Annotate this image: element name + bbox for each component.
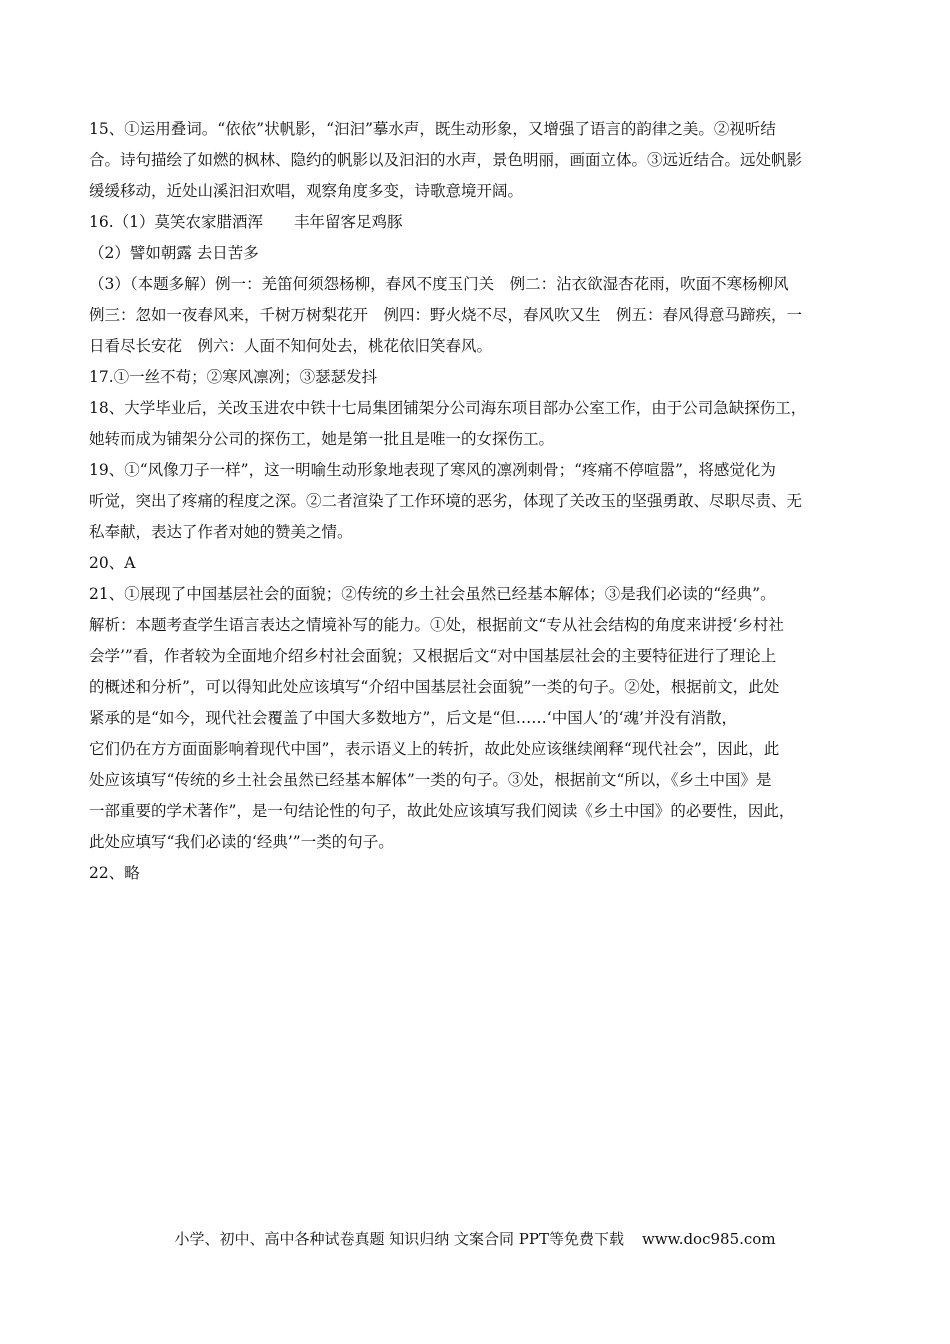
answer-line: 15、①运用叠词。“依依”状帆影，“汩汩”摹水声，既生动形象，又增强了语言的韵律之美。②视听结 [89, 120, 776, 138]
answer-line: 合。诗句描绘了如燃的枫林、隐约的帆影以及汩汩的水声，景色明丽，画面立体。③远近结合。远处帆影 [89, 151, 803, 169]
answer-line: 例三：忽如一夜春风来，千树万树梨花开 例四：野火烧不尽，春风吹又生 例五：春风得意马蹄疾，一 [89, 306, 803, 324]
footer-site-link[interactable]: www.doc985.com [641, 1230, 776, 1248]
answer-line: 日看尽长安花 例六：人面不知何处去，桃花依旧笑春风。 [89, 337, 493, 355]
answer-line: 19、①“风像刀子一样”，这一明喻生动形象地表现了寒风的凛冽刺骨；“疼痛不停喧嚣”，将感觉化为 [89, 461, 776, 479]
answer-line: 解析：本题考查学生语言表达之情境补写的能力。①处，根据前文“专从社会结构的角度来讲授‘乡村社 [89, 616, 784, 634]
answer-line: 20、A [89, 554, 136, 572]
answer-line: （3）（本题多解）例一：羌笛何须怨杨柳，春风不度玉门关 例二：沾衣欲湿杏花雨，吹面不寒杨柳风 [89, 275, 789, 293]
answer-line: 一部重要的学术著作”，是一句结论性的句子，故此处应该填写我们阅读《乡土中国》的必要性，因此， [89, 802, 795, 820]
answer-line: 17.①一丝不苟；②寒风凛冽；③瑟瑟发抖 [89, 368, 378, 386]
answer-line: 此处应填写“我们必读的‘经典’”一类的句子。 [89, 833, 394, 851]
answer-line: 18、大学毕业后，关改玉进农中铁十七局集团铺架分公司海东项目部办公室工作，由于公司急缺探伤工， [89, 399, 807, 417]
answer-line: （2）譬如朝露 去日苦多 [89, 244, 259, 262]
answer-line: 缓缓移动，近处山溪汩汩欢唱，观察角度多变，诗歌意境开阔。 [89, 182, 524, 200]
answer-line: 会学’”看，作者较为全面地介绍乡村社会面貌；又根据后文“对中国基层社会的主要特征进行了理论上 [89, 647, 777, 665]
answer-line: 16.（1）莫笑农家腊酒浑 丰年留客足鸡豚 [89, 213, 403, 231]
answer-line: 私奉献，表达了作者对她的赞美之情。 [89, 523, 353, 541]
footer-text: 小学、初中、高中各种试卷真题 知识归纳 文案合同 PPT等免费下载 [174, 1230, 624, 1248]
answer-line: 紧承的是“如今，现代社会覆盖了中国大多数地方”，后文是“但……‘中国人’的‘魂’并没有消散， [89, 709, 737, 727]
answer-line: 处应该填写“传统的乡土社会虽然已经基本解体”一类的句子。③处，根据前文“所以，《乡土中国》是 [89, 771, 772, 789]
page-footer [0, 1227, 950, 1251]
answer-line: 它们仍在方方面面影响着现代中国”，表示语义上的转折，故此处应该继续阐释“现代社会”，因此，此 [89, 740, 780, 758]
answer-line: 听觉，突出了疼痛的程度之深。②二者渲染了工作环境的恶劣，体现了关改玉的坚强勇敢、尽职尽责、无 [89, 492, 803, 510]
answer-line: 她转而成为铺架分公司的探伤工，她是第一批且是唯一的女探伤工。 [89, 430, 555, 448]
answer-line: 的概述和分析”，可以得知此处应该填写“介绍中国基层社会面貌”一类的句子。②处，根据前文，此处 [89, 678, 780, 696]
answer-line: 22、略 [89, 864, 140, 882]
answer-line: 21、①展现了中国基层社会的面貌；②传统的乡土社会虽然已经基本解体；③是我们必读的“经典”。 [89, 585, 776, 603]
answer-content [89, 114, 864, 889]
